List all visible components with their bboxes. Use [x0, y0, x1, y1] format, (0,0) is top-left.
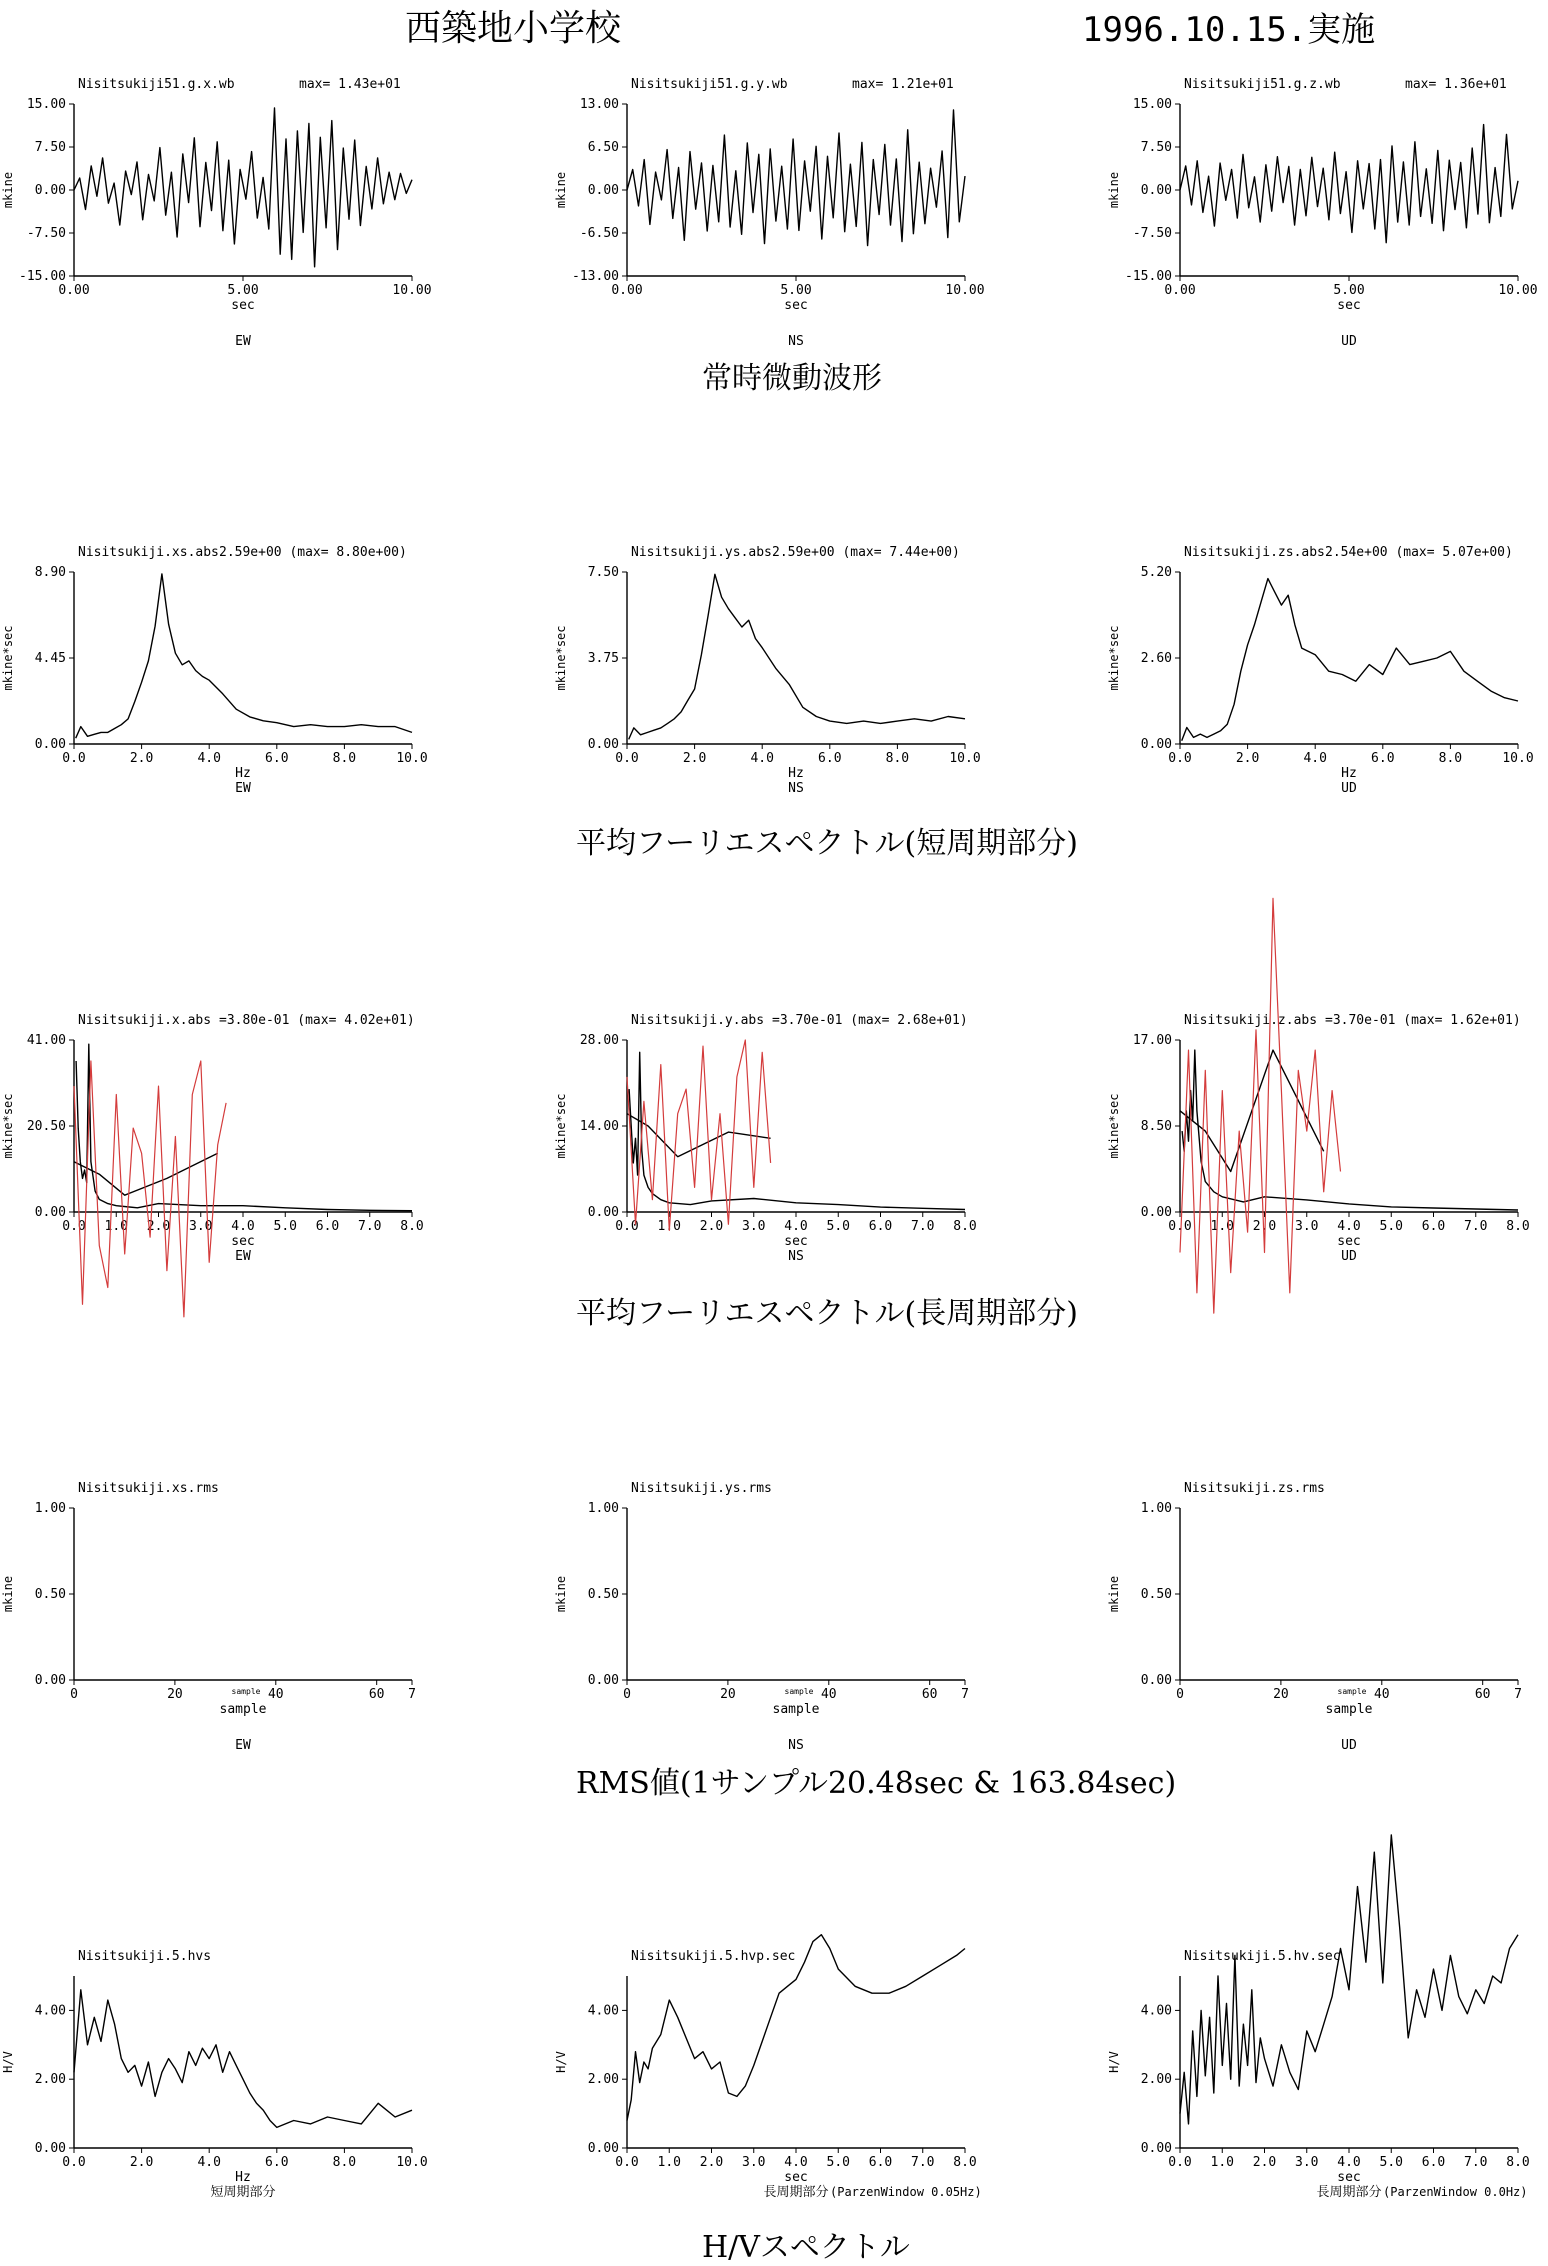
- chart-panel: [1, 545, 428, 796]
- y-axis-label: mkine: [1, 171, 15, 209]
- panel-caption: UD: [1341, 334, 1357, 349]
- y-tick-label: 0.50: [587, 1587, 619, 1602]
- chart-header-value: max= 1.36e+01: [1405, 77, 1507, 92]
- x-tick-label: 0.0: [615, 2155, 639, 2170]
- x-tick-label: 10.00: [392, 283, 432, 298]
- x-axis-label: sec: [231, 1234, 255, 1249]
- x-axis-small-label: sample: [231, 1687, 261, 1696]
- x-tick-label: 3.0: [189, 1219, 213, 1234]
- x-tick-label: 7: [408, 1687, 416, 1702]
- x-tick-label: 7: [961, 1687, 969, 1702]
- overlay-series-line: [1180, 898, 1341, 1313]
- y-tick-label: 0.00: [587, 1673, 619, 1688]
- y-tick-label: 1.00: [587, 1501, 619, 1516]
- y-tick-label: -7.50: [26, 226, 66, 241]
- x-tick-label: 4.0: [1303, 751, 1327, 766]
- x-tick-label: 2.0: [146, 1219, 171, 1234]
- x-tick-label: 4.0: [784, 2155, 808, 2170]
- panel-caption: EW: [235, 334, 251, 349]
- x-tick-label: 4.0: [197, 751, 221, 766]
- x-tick-label: 60: [1474, 1687, 1491, 1702]
- chart-header-value: 2.59e+00 (max= 7.44e+00): [772, 545, 960, 560]
- x-axis-label: Hz: [788, 766, 804, 781]
- y-tick-label: 0.00: [34, 1673, 66, 1688]
- chart-header-file: Nisitsukiji.zs.abs: [1184, 545, 1325, 560]
- y-tick-label: 20.50: [26, 1119, 66, 1134]
- y-tick-label: 0.00: [587, 2141, 619, 2156]
- y-tick-label: 14.00: [579, 1119, 619, 1134]
- y-tick-label: -15.00: [19, 269, 66, 284]
- y-tick-label: 0.00: [587, 737, 619, 752]
- x-tick-label: 8.0: [953, 2155, 977, 2170]
- series-line: [1182, 1050, 1518, 1210]
- section-title-waveform: 常時微動波形: [702, 361, 882, 396]
- x-tick-label: 6.0: [265, 751, 289, 766]
- y-tick-label: 8.90: [34, 565, 66, 580]
- y-tick-label: 4.00: [1140, 2003, 1172, 2019]
- x-tick-label: 0.00: [58, 283, 90, 298]
- chart-panel: [1, 1013, 424, 1317]
- y-tick-label: -6.50: [579, 226, 619, 241]
- x-tick-label: 4.0: [1337, 1219, 1361, 1234]
- x-tick-label: 2.0: [129, 2155, 154, 2170]
- panel-caption: EW: [235, 1249, 251, 1264]
- x-tick-label: 5.00: [780, 283, 812, 298]
- chart-panel: [1, 1481, 416, 1753]
- x-axis-label: Hz: [1341, 766, 1357, 781]
- chart-header-file: Nisitsukiji51.g.y.wb: [631, 77, 788, 92]
- x-tick-label: 40: [267, 1687, 284, 1702]
- y-tick-label: 1.00: [1140, 1501, 1172, 1516]
- x-tick-label: 4.0: [750, 751, 774, 766]
- y-tick-label: 15.00: [26, 97, 66, 112]
- x-axis-label: sec: [1337, 298, 1361, 313]
- x-tick-label: 8.0: [885, 751, 910, 766]
- x-tick-label: 8.0: [1506, 2155, 1530, 2170]
- x-tick-label: 5.0: [273, 1219, 297, 1234]
- y-tick-label: 1.00: [34, 1501, 66, 1516]
- x-tick-label: 60: [921, 1687, 938, 1702]
- panel-caption: EW: [235, 781, 251, 796]
- chart-header-file: Nisitsukiji.ys.rms: [631, 1481, 772, 1496]
- chart-header-file: Nisitsukiji.y.abs: [631, 1013, 765, 1028]
- chart-panel: [1, 1949, 428, 2200]
- chart-panel: [1107, 1835, 1530, 2200]
- x-axis-label: sec: [784, 2170, 808, 2185]
- y-tick-label: 7.50: [1140, 140, 1172, 155]
- x-tick-label: 0.00: [611, 283, 643, 298]
- x-tick-label: 1.0: [657, 2155, 681, 2170]
- y-axis-label: mkine*sec: [1107, 1093, 1121, 1159]
- x-tick-label: 10.0: [1502, 751, 1534, 766]
- x-tick-label: 3.0: [742, 1219, 766, 1234]
- x-axis-label: sec: [784, 298, 808, 313]
- x-axis-small-label: sample: [784, 1687, 814, 1696]
- x-tick-label: 1.0: [657, 1219, 681, 1234]
- x-tick-label: 0.0: [1168, 2155, 1192, 2170]
- x-tick-label: 0.0: [615, 1219, 639, 1234]
- x-tick-label: 10.00: [945, 283, 985, 298]
- y-tick-label: -13.00: [572, 269, 619, 284]
- series-line: [76, 1044, 412, 1211]
- x-tick-label: 8.0: [1438, 751, 1463, 766]
- chart-panel: [1, 77, 432, 349]
- x-tick-label: 0.0: [62, 1219, 86, 1234]
- x-axis-label: sec: [1337, 1234, 1361, 1249]
- x-axis-label: sec: [1337, 2170, 1361, 2185]
- x-tick-label: 6.0: [818, 751, 842, 766]
- x-tick-label: 40: [820, 1687, 837, 1702]
- panel-caption: EW: [235, 1738, 251, 1753]
- chart-header-file: Nisitsukiji51.g.z.wb: [1184, 77, 1341, 92]
- x-tick-label: 7.0: [358, 1219, 382, 1234]
- panel-caption-note: (ParzenWindow 0.05Hz): [830, 2185, 982, 2199]
- y-tick-label: 4.00: [587, 2003, 619, 2019]
- series-line: [627, 110, 965, 246]
- chart-header-file: Nisitsukiji.xs.rms: [78, 1481, 219, 1496]
- x-tick-label: 1.0: [1210, 2155, 1234, 2170]
- chart-header-file: Nisitsukiji.xs.abs: [78, 545, 219, 560]
- x-axis-label: sec: [231, 298, 255, 313]
- x-tick-label: 0: [70, 1687, 78, 1702]
- chart-panel: [554, 1935, 982, 2200]
- x-tick-label: 4.0: [1337, 2155, 1361, 2170]
- chart-panel: [554, 1013, 977, 1264]
- y-axis-label: mkine: [554, 171, 568, 209]
- y-tick-label: 0.00: [1140, 1673, 1172, 1688]
- y-tick-label: 6.50: [587, 140, 619, 155]
- x-tick-label: 4.0: [197, 2155, 221, 2170]
- y-tick-label: -15.00: [1125, 269, 1172, 284]
- page-title: 西築地小学校: [405, 8, 622, 49]
- y-tick-label: 0.00: [587, 183, 619, 198]
- x-tick-label: 6.0: [265, 2155, 289, 2170]
- panel-caption: 長周期部分: [763, 2185, 829, 2200]
- x-tick-label: 8.0: [1506, 1219, 1530, 1234]
- panel-caption: 長周期部分: [1316, 2185, 1382, 2200]
- x-tick-label: 3.0: [742, 2155, 766, 2170]
- y-axis-label: mkine: [1107, 171, 1121, 209]
- chart-header-file: Nisitsukiji.zs.rms: [1184, 1481, 1325, 1496]
- y-axis-label: mkine*sec: [554, 625, 568, 691]
- x-tick-label: 6.0: [868, 2155, 893, 2170]
- x-tick-label: 10.0: [396, 2155, 428, 2170]
- y-axis-label: H/V: [1, 2051, 15, 2073]
- y-tick-label: 0.00: [34, 1205, 66, 1220]
- chart-header-file: Nisitsukiji.5.hv.sec: [1184, 1949, 1341, 1964]
- x-tick-label: 0.0: [615, 751, 639, 766]
- y-tick-label: 0.00: [587, 1205, 619, 1220]
- x-tick-label: 2.0: [682, 751, 707, 766]
- x-axis-label: Hz: [235, 2170, 251, 2185]
- y-tick-label: 0.50: [1140, 1587, 1172, 1602]
- y-tick-label: 2.60: [1140, 651, 1172, 666]
- section-title-rms: RMS値(1サンプル20.48sec & 163.84sec): [576, 1766, 1177, 1801]
- section-title-hv: H/Vスペクトル: [702, 2230, 910, 2265]
- chart-header-value: =3.70e-01 (max= 1.62e+01): [1325, 1013, 1521, 1028]
- x-tick-label: 2.0: [1252, 2155, 1277, 2170]
- y-tick-label: 13.00: [579, 97, 619, 112]
- x-tick-label: 3.0: [1295, 2155, 1319, 2170]
- x-tick-label: 0: [1176, 1687, 1184, 1702]
- chart-header-file: Nisitsukiji.z.abs: [1184, 1013, 1318, 1028]
- x-tick-label: 10.00: [1498, 283, 1538, 298]
- series-line: [1182, 579, 1518, 741]
- x-tick-label: 6.0: [868, 1219, 893, 1234]
- series-line: [629, 574, 965, 739]
- panel-caption: UD: [1341, 1249, 1357, 1264]
- y-tick-label: 8.50: [1140, 1119, 1172, 1134]
- series-line: [1180, 1835, 1518, 2124]
- series-line: [629, 1052, 965, 1209]
- series-line: [74, 108, 412, 267]
- y-tick-label: 2.00: [1140, 2072, 1172, 2088]
- x-axis-label: Hz: [235, 766, 251, 781]
- x-tick-label: 5.0: [826, 1219, 850, 1234]
- chart-header-value: 2.59e+00 (max= 8.80e+00): [219, 545, 407, 560]
- x-tick-label: 4.0: [784, 1219, 808, 1234]
- chart-header-file: Nisitsukiji.x.abs: [78, 1013, 212, 1028]
- y-axis-label: H/V: [554, 2051, 568, 2073]
- panel-caption-note: (ParzenWindow 0.0Hz): [1383, 2185, 1528, 2199]
- chart-panel: [1107, 1481, 1522, 1753]
- x-tick-label: 8.0: [332, 2155, 357, 2170]
- x-axis-label: sample: [772, 1702, 820, 1717]
- x-tick-label: 5.00: [227, 283, 259, 298]
- x-axis-label: sample: [219, 1702, 267, 1717]
- x-tick-label: 7.0: [911, 2155, 935, 2170]
- y-tick-label: 0.00: [1140, 183, 1172, 198]
- section-title-fourier-short: 平均フーリエスペクトル(短周期部分): [576, 826, 1078, 861]
- y-axis-label: mkine*sec: [1107, 625, 1121, 691]
- y-tick-label: 0.00: [34, 183, 66, 198]
- section-title-fourier-long: 平均フーリエスペクトル(長周期部分): [576, 1296, 1078, 1331]
- chart-header-file: Nisitsukiji51.g.x.wb: [78, 77, 235, 92]
- chart-header-value: =3.80e-01 (max= 4.02e+01): [219, 1013, 415, 1028]
- x-tick-label: 6.0: [315, 1219, 340, 1234]
- series-line: [1180, 125, 1518, 243]
- x-tick-label: 8.0: [332, 751, 357, 766]
- x-tick-label: 3.0: [1295, 1219, 1319, 1234]
- panel-caption: NS: [788, 1249, 804, 1264]
- x-tick-label: 7.0: [1464, 2155, 1488, 2170]
- x-tick-label: 0.0: [1168, 1219, 1192, 1234]
- x-tick-label: 0.0: [1168, 751, 1192, 766]
- x-tick-label: 6.0: [1371, 751, 1395, 766]
- panel-caption: NS: [788, 334, 804, 349]
- x-tick-label: 0.0: [62, 2155, 86, 2170]
- panel-caption: NS: [788, 1738, 804, 1753]
- x-tick-label: 2.0: [699, 1219, 724, 1234]
- chart-header-file: Nisitsukiji.5.hvp.sec: [631, 1949, 796, 1964]
- y-tick-label: 3.75: [587, 651, 619, 666]
- y-axis-label: mkine*sec: [554, 1093, 568, 1159]
- chart-panel: [1107, 545, 1534, 796]
- x-tick-label: 20: [1273, 1687, 1289, 1702]
- chart-header-value: max= 1.43e+01: [299, 77, 401, 92]
- x-tick-label: 0.0: [62, 751, 86, 766]
- overlay-series-line: [74, 1061, 226, 1317]
- series-line: [76, 574, 412, 738]
- y-tick-label: 0.00: [1140, 1205, 1172, 1220]
- y-tick-label: 17.00: [1132, 1033, 1172, 1048]
- y-tick-label: 2.00: [34, 2072, 66, 2088]
- x-axis-small-label: sample: [1337, 1687, 1367, 1696]
- x-tick-label: 2.0: [1235, 751, 1260, 766]
- series-line: [74, 1990, 412, 2128]
- y-tick-label: 4.00: [34, 2003, 66, 2019]
- chart-panel: [1107, 898, 1530, 1313]
- y-axis-label: mkine: [1, 1575, 15, 1613]
- x-tick-label: 5.0: [1379, 2155, 1403, 2170]
- y-tick-label: 4.45: [34, 651, 66, 666]
- series-line: [1180, 1050, 1324, 1171]
- x-tick-label: 7.0: [911, 1219, 935, 1234]
- y-axis-label: mkine*sec: [1, 1093, 15, 1159]
- x-tick-label: 5.00: [1333, 283, 1365, 298]
- y-tick-label: -7.50: [1132, 226, 1172, 241]
- chart-header-value: max= 1.21e+01: [852, 77, 954, 92]
- y-tick-label: 41.00: [26, 1033, 66, 1048]
- survey-date: 1996.10.15.実施: [1082, 10, 1376, 50]
- chart-panel: [554, 545, 981, 796]
- y-tick-label: 0.00: [1140, 2141, 1172, 2156]
- x-tick-label: 0.00: [1164, 283, 1196, 298]
- y-tick-label: 0.00: [34, 2141, 66, 2156]
- x-axis-label: sample: [1325, 1702, 1373, 1717]
- panel-caption: NS: [788, 781, 804, 796]
- x-tick-label: 6.0: [1421, 2155, 1446, 2170]
- panel-caption: 短周期部分: [210, 2185, 276, 2200]
- y-axis-label: H/V: [1107, 2051, 1121, 2073]
- chart-header-value: 2.54e+00 (max= 5.07e+00): [1325, 545, 1513, 560]
- x-tick-label: 2.0: [129, 751, 154, 766]
- x-tick-label: 4.0: [231, 1219, 255, 1234]
- x-tick-label: 2.0: [1252, 1219, 1277, 1234]
- x-tick-label: 10.0: [949, 751, 981, 766]
- panel-caption: UD: [1341, 781, 1357, 796]
- chart-header-file: Nisitsukiji.ys.abs: [631, 545, 772, 560]
- panel-caption: UD: [1341, 1738, 1357, 1753]
- y-tick-label: 0.00: [1140, 737, 1172, 752]
- x-tick-label: 7.0: [1464, 1219, 1488, 1234]
- y-axis-label: mkine*sec: [1, 625, 15, 691]
- x-tick-label: 1.0: [104, 1219, 128, 1234]
- chart-panel: [1107, 77, 1538, 349]
- y-tick-label: 2.00: [587, 2072, 619, 2088]
- x-tick-label: 8.0: [400, 1219, 424, 1234]
- x-tick-label: 2.0: [699, 2155, 724, 2170]
- y-tick-label: 0.50: [34, 1587, 66, 1602]
- y-tick-label: 0.00: [34, 737, 66, 752]
- y-tick-label: 28.00: [579, 1033, 619, 1048]
- chart-header-value: =3.70e-01 (max= 2.68e+01): [772, 1013, 968, 1028]
- x-tick-label: 5.0: [1379, 1219, 1403, 1234]
- x-tick-label: 0: [623, 1687, 631, 1702]
- chart-panel: [554, 1481, 969, 1753]
- y-tick-label: 15.00: [1132, 97, 1172, 112]
- x-tick-label: 40: [1373, 1687, 1390, 1702]
- x-tick-label: 1.0: [1210, 1219, 1234, 1234]
- chart-header-file: Nisitsukiji.5.hvs: [78, 1949, 212, 1964]
- x-axis-label: sec: [784, 1234, 808, 1249]
- chart-panel: [554, 77, 985, 349]
- x-tick-label: 8.0: [953, 1219, 977, 1234]
- y-axis-label: mkine: [554, 1575, 568, 1613]
- y-axis-label: mkine: [1107, 1575, 1121, 1613]
- x-tick-label: 5.0: [826, 2155, 850, 2170]
- x-tick-label: 20: [167, 1687, 183, 1702]
- y-tick-label: 7.50: [34, 140, 66, 155]
- y-tick-label: 7.50: [587, 565, 619, 580]
- x-tick-label: 60: [368, 1687, 385, 1702]
- x-tick-label: 20: [720, 1687, 736, 1702]
- x-tick-label: 6.0: [1421, 1219, 1446, 1234]
- y-tick-label: 5.20: [1140, 565, 1172, 580]
- x-tick-label: 7: [1514, 1687, 1522, 1702]
- x-tick-label: 10.0: [396, 751, 428, 766]
